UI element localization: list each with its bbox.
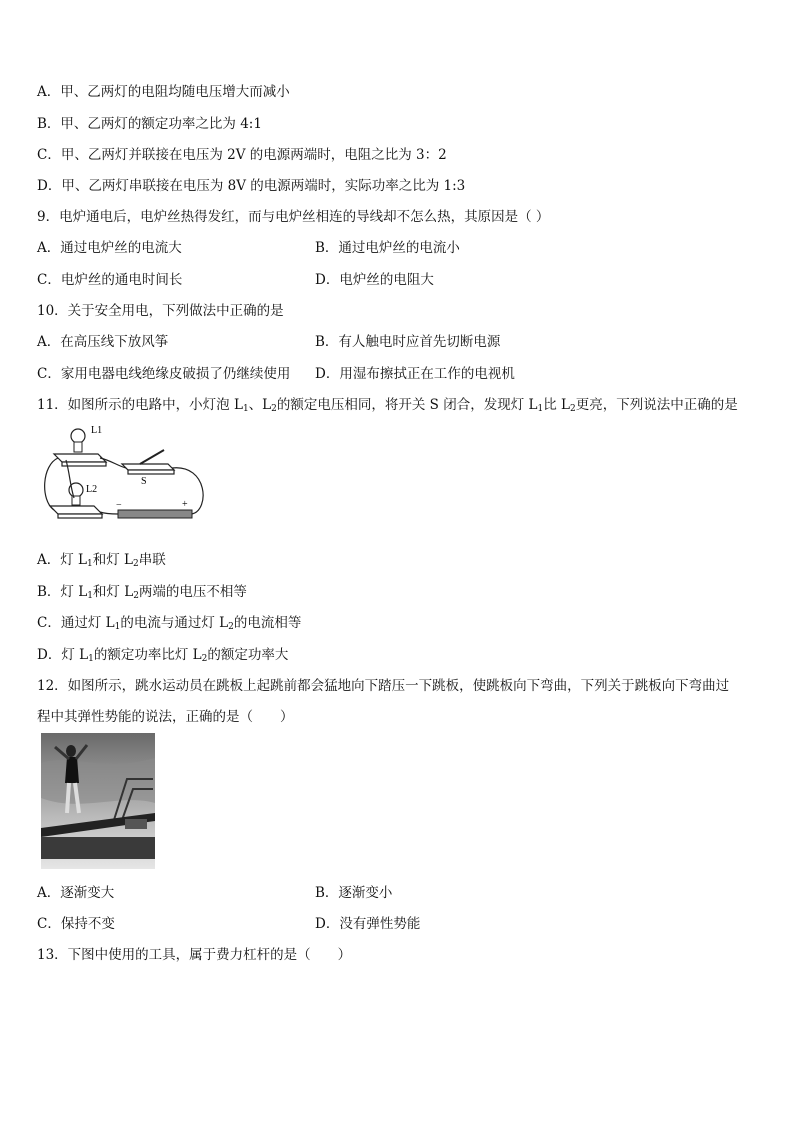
q12-option-a: A．逐渐变大 xyxy=(37,885,115,901)
diver-head xyxy=(66,745,76,757)
q11-stem: 11．如图所示的电路中，小灯泡 $L_1$、$L_2$的额定电压相同，将开关 S 闭合，发现灯 $L_1$比 $L_2$更亮，下列说法中正确的是 xyxy=(37,397,738,414)
photo-clouds xyxy=(41,758,155,804)
circuit-figure xyxy=(40,420,210,530)
diver-body xyxy=(65,757,79,783)
l1-board xyxy=(54,454,106,462)
q10-option-c: C．家用电器电线绝缘皮破损了仍继续使用 xyxy=(37,366,291,382)
q12-option-c: C．保持不变 xyxy=(37,916,115,932)
q9-option-d: D．电炉丝的电阻大 xyxy=(315,272,434,288)
q13-stem: 13．下图中使用的工具，属于费力杠杆的是（ ） xyxy=(37,947,352,963)
battery-minus-label: − xyxy=(116,500,122,511)
q12-option-d: D．没有弹性势能 xyxy=(315,916,421,932)
q9-option-a: A．通过电炉丝的电流大 xyxy=(37,240,182,256)
q11-option-c: C．通过灯 $L_1$的电流与通过灯 $L_2$的电流相等 xyxy=(37,615,302,632)
q12-stem-line2: 程中其弹性势能的说法，正确的是（ ） xyxy=(37,709,294,725)
switch-lever xyxy=(140,450,164,464)
q12-stem-line1: 12．如图所示，跳水运动员在跳板上起跳前都会猛地向下踏压一下跳板，使跳板向下弯曲，下列关于跳板向下弯曲过 xyxy=(37,678,730,694)
q10-option-b: B．有人触电时应首先切断电源 xyxy=(315,334,501,350)
q12-option-b: B．逐渐变小 xyxy=(315,885,393,901)
wire-left xyxy=(45,458,58,510)
q8-option-a: A．甲、乙两灯的电阻均随电压增大而减小 xyxy=(37,84,290,100)
q9-option-b: B．通过电炉丝的电流小 xyxy=(315,240,460,256)
q9-stem: 9．电炉通电后，电炉丝热得发红，而与电炉丝相连的导线却不怎么热，其原因是（ ） xyxy=(37,209,550,225)
l1-bulb xyxy=(71,429,85,443)
q11-option-d: D．灯 $L_1$的额定功率比灯 $L_2$的额定功率大 xyxy=(37,647,289,664)
q10-stem: 10．关于安全用电，下列做法中正确的是 xyxy=(37,303,284,319)
l2-board-edge xyxy=(58,514,102,518)
q10-option-d: D．用湿布擦拭正在工作的电视机 xyxy=(315,366,515,382)
l2-label: L2 xyxy=(86,484,98,495)
switch-board xyxy=(122,464,174,470)
l1-label: L1 xyxy=(91,425,103,436)
q8-option-c: C．甲、乙两灯并联接在电压为 2V 的电源两端时，电阻之比为 3：2 xyxy=(37,147,447,163)
q10-option-a: A．在高压线下放风筝 xyxy=(37,334,169,350)
switch-board-edge xyxy=(128,470,174,474)
diver-photo xyxy=(41,733,155,869)
q8-option-d: D．甲、乙两灯串联接在电压为 8V 的电源两端时，实际功率之比为 1:3 xyxy=(37,178,466,194)
diver-leg-left xyxy=(67,783,69,813)
l2-board xyxy=(50,506,102,514)
battery xyxy=(118,510,192,518)
l1-base xyxy=(74,442,82,452)
l1-board-edge xyxy=(62,462,106,466)
wire-l2-battery xyxy=(100,512,118,514)
switch-label: S xyxy=(141,476,147,487)
battery-plus-label: + xyxy=(182,499,188,510)
q8-option-b: B．甲、乙两灯的额定功率之比为 4:1 xyxy=(37,116,262,132)
q11-option-b: B．灯 $L_1$和灯 $L_2$两端的电压不相等 xyxy=(37,584,247,601)
q11-option-a: A．灯 $L_1$和灯 $L_2$串联 xyxy=(37,552,166,569)
q9-option-c: C．电炉丝的通电时间长 xyxy=(37,272,183,288)
platform-base xyxy=(41,837,155,859)
fulcrum xyxy=(125,819,147,829)
